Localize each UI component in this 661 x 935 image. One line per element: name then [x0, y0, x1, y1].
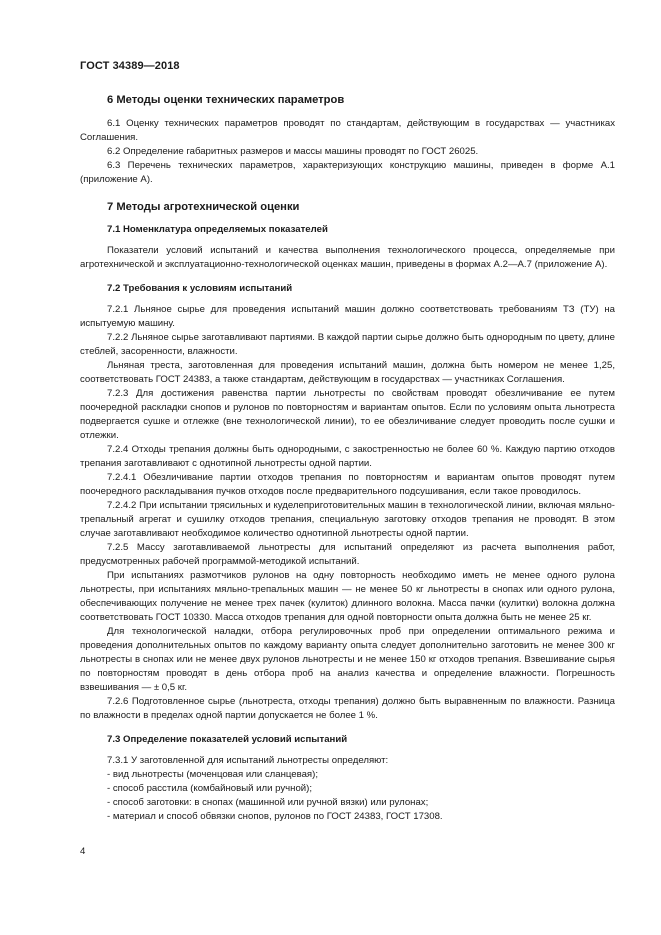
subsection-7-2-heading: 7.2 Требования к условиям испытаний [107, 283, 293, 294]
paragraph: 7.2.4.2 При испытании трясильных и куделеприготовительных машин в технологической линии, включая мяльно-трепальный агрегат и сушилку отходов трепания, специальную заготовку отходов трепания не проводят. В этом случае заготавливают необходимое количество однотипной льнотресты одной партии. [80, 500, 615, 539]
list-item: - вид льнотресты (моченцовая или сланцевая); [107, 769, 318, 780]
document-header: ГОСТ 34389—2018 [80, 60, 180, 72]
subsection-7-3-heading: 7.3 Определение показателей условий испытаний [107, 734, 348, 745]
paragraph: Показатели условий испытаний и качества выполнения технологического процесса, определяемые при агротехнической и эксплуатационно-технологической оценках машин, приведены в формах А.2—А.7 (приложение А). [80, 245, 615, 270]
paragraph: 7.2.4.1 Обезличивание партии отходов трепания по повторностям и вариантам опытов проводят путем поочередного раскладывания пучков отходов после предварительного подсушивания, если такое проводилось. [80, 472, 615, 497]
paragraph: 6.1 Оценку технических параметров проводят по стандартам, действующим в государствах — участниках Соглашения. [80, 118, 615, 143]
paragraph: 6.2 Определение габаритных размеров и массы машины проводят по ГОСТ 26025. [107, 146, 479, 157]
paragraph: 7.2.2 Льняное сырье заготавливают партиями. В каждой партии сырье должно быть однородным по цвету, длине стеблей, засоренности, влажности. [80, 332, 615, 357]
section-7-heading: 7 Методы агротехнической оценки [107, 201, 300, 213]
page-number: 4 [80, 846, 86, 857]
paragraph: 7.2.3 Для достижения равенства партии льнотресты по свойствам проводят обезличивание ее путем поочередной раскладки снопов и рулонов по повторностям и вариантам опытов. Если по условиям опыта льнотреста подвергается сушке и отлежке (вне технологической линии), то ее обезличивание следует проводить после сушки и отлежки. [80, 388, 615, 441]
list-item: - способ заготовки: в снопах (машинной или ручной вязки) или рулонах; [107, 797, 429, 808]
paragraph: Для технологической наладки, отбора регулировочных проб при определении оптимального режима и проведения дополнительных опытов по каждому варианту опыта следует дополнительно заготовить не менее 300 кг льнотресты в снопах или не менее двух рулонов льнотресты и не менее 150 кг отходов трепания. Взвешивание сырья по повторностям проводят в день отбора проб на анализ качества и определение влажности. Погрешность взвешивания — ± 0,5 кг. [80, 626, 615, 693]
paragraph: 7.2.4 Отходы трепания должны быть однородными, с закостренностью не более 60 %. Каждую партию отходов трепания заготавливают с однотипной льнотресты одной партии. [80, 444, 615, 469]
paragraph: Льняная треста, заготовленная для проведения испытаний машин, должна быть номером не менее 1,25, соответствовать ГОСТ 24383, а также стандартам, действующим в государствах — участниках Соглашения. [80, 360, 615, 385]
section-6-heading: 6 Методы оценки технических параметров [107, 94, 345, 106]
list-item: - способ расстила (комбайновый или ручной); [107, 783, 313, 794]
paragraph: 7.2.5 Массу заготавливаемой льнотресты для испытаний определяют из расчета выполнения работ, предусмотренных рабочей программой-методикой испытаний. [80, 542, 615, 567]
paragraph: 7.3.1 У заготовленной для испытаний льнотресты определяют: [107, 755, 389, 766]
document-body [80, 91, 615, 824]
paragraph: 6.3 Перечень технических параметров, характеризующих конструкцию машины, приведен в форме А.1 (приложение А). [80, 160, 615, 185]
paragraph: 7.2.6 Подготовленное сырье (льнотреста, отходы трепания) должно быть выравненным по влажности. Разница по влажности в пределах одной партии допускается не более 1 %. [80, 696, 615, 721]
paragraph: При испытаниях размотчиков рулонов на одну повторность необходимо иметь не менее одного рулона льнотресты, при испытаниях мяльно-трепальных машин — не менее 50 кг льнотресты в снопах или одного рулона, обеспечивающих получение не менее трех пачек (кулиток) длинного волокна. Масса пачки (кулитки) волокна должна соответствовать ГОСТ 10330. Масса отходов трепания для одной повторности опыта должна быть не менее 25 кг. [80, 570, 615, 623]
list-item: - материал и способ обвязки снопов, рулонов по ГОСТ 24383, ГОСТ 17308. [107, 811, 443, 822]
paragraph: 7.2.1 Льняное сырье для проведения испытаний машин должно соответствовать требованиям ТЗ (ТУ) на испытуемую машину. [80, 304, 615, 329]
subsection-7-1-heading: 7.1 Номенклатура определяемых показателей [107, 224, 328, 235]
